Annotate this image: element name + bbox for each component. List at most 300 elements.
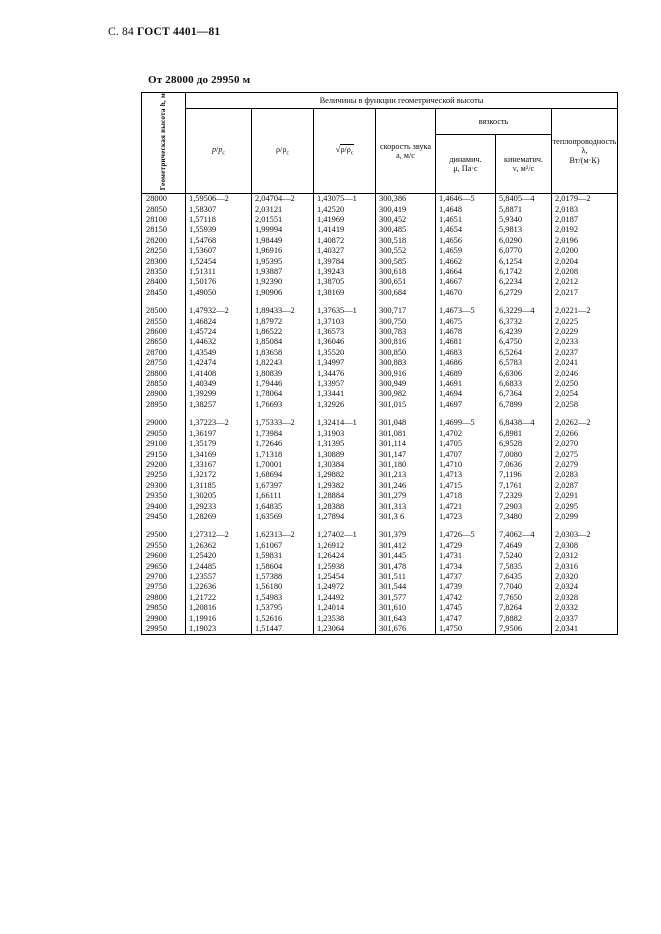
cell-value: 1,4659 (436, 246, 496, 256)
cell-value: 1,51447 (252, 624, 314, 635)
cell-value: 2,0341 (552, 624, 618, 635)
cell-value: 2,0196 (552, 236, 618, 246)
table-row (142, 205, 618, 215)
cell-value: 300,651 (376, 277, 436, 287)
cell-value: 1,33167 (186, 460, 252, 470)
cell-value: 1,58604 (252, 562, 314, 572)
cell-value: 1,42520 (314, 205, 376, 215)
cell-value: 2,0328 (552, 593, 618, 603)
cell-value: 301,478 (376, 562, 436, 572)
header-group-title: Величины в функции геометрической высоты (186, 93, 618, 109)
cell-value: 301,213 (376, 470, 436, 480)
cell-value: 1,80839 (252, 369, 314, 379)
table-row (142, 551, 618, 561)
cell-value: 1,42474 (186, 358, 252, 368)
cell-value: 1,4648 (436, 205, 496, 215)
cell-value: 1,49050 (186, 288, 252, 298)
cell-value: 1,90906 (252, 288, 314, 298)
cell-value: 1,34476 (314, 369, 376, 379)
cell-value: 1,23064 (314, 624, 376, 635)
cell-value: 1,4651 (436, 215, 496, 225)
cell-value: 2,0212 (552, 277, 618, 287)
cell-value: 300,883 (376, 358, 436, 368)
cell-value: 1,33441 (314, 389, 376, 399)
cell-value: 2,01551 (252, 215, 314, 225)
header-col-sqrt-density-ratio: $√\rho/\rho_c$ (314, 109, 376, 194)
cell-value: 1,45724 (186, 327, 252, 337)
cell-value: 1,27312—2 (186, 530, 252, 540)
cell-value: 1,4702 (436, 429, 496, 439)
cell-value: 2,0316 (552, 562, 618, 572)
table-row (142, 277, 618, 287)
cell-value: 6,2234 (496, 277, 552, 287)
cell-value: 2,0291 (552, 491, 618, 501)
table-row (142, 624, 618, 635)
cell-value: 1,38705 (314, 277, 376, 287)
cell-value: 1,37103 (314, 317, 376, 327)
cell-value: 301,279 (376, 491, 436, 501)
cell-value: 1,50176 (186, 277, 252, 287)
cell-value: 1,4726—5 (436, 530, 496, 540)
cell-value: 1,19023 (186, 624, 252, 635)
spacer-cell (314, 522, 376, 530)
cell-height: 28050 (142, 205, 186, 215)
table-row (142, 389, 618, 399)
cell-value: 1,53795 (252, 603, 314, 613)
cell-value: 1,64835 (252, 502, 314, 512)
cell-value: 2,0233 (552, 337, 618, 347)
cell-value: 1,70001 (252, 460, 314, 470)
cell-value: 2,0179—2 (552, 194, 618, 204)
cell-value: 1,40327 (314, 246, 376, 256)
cell-value: 7,5240 (496, 551, 552, 561)
cell-value: 1,4745 (436, 603, 496, 613)
cell-height: 28750 (142, 358, 186, 368)
cell-height: 29350 (142, 491, 186, 501)
row-group-separator (142, 410, 618, 418)
cell-value: 1,38257 (186, 400, 252, 410)
cell-height: 28100 (142, 215, 186, 225)
header-group-viscosity: вязкость (436, 109, 552, 135)
cell-value: 6,7899 (496, 400, 552, 410)
cell-value: 1,4686 (436, 358, 496, 368)
table-row (142, 267, 618, 277)
spacer-cell (436, 410, 496, 418)
table-row (142, 429, 618, 439)
cell-value: 301,676 (376, 624, 436, 635)
cell-value: 1,23557 (186, 572, 252, 582)
spacer-cell (186, 522, 252, 530)
cell-value: 7,0080 (496, 450, 552, 460)
cell-height: 29600 (142, 551, 186, 561)
cell-value: 1,4729 (436, 541, 496, 551)
cell-value: 6,9528 (496, 439, 552, 449)
cell-value: 1,36573 (314, 327, 376, 337)
cell-value: 1,41969 (314, 215, 376, 225)
cell-value: 1,85084 (252, 337, 314, 347)
cell-value: 2,0337 (552, 614, 618, 624)
cell-height: 28600 (142, 327, 186, 337)
cell-value: 301,379 (376, 530, 436, 540)
cell-value: 1,87972 (252, 317, 314, 327)
cell-value: 1,41408 (186, 369, 252, 379)
cell-value: 1,4721 (436, 502, 496, 512)
cell-value: 2,0303—2 (552, 530, 618, 540)
cell-value: 1,44632 (186, 337, 252, 347)
cell-value: 1,92390 (252, 277, 314, 287)
cell-height: 29800 (142, 593, 186, 603)
cell-value: 2,0250 (552, 379, 618, 389)
spacer-cell (552, 522, 618, 530)
cell-value: 1,34997 (314, 358, 376, 368)
cell-value: 1,51311 (186, 267, 252, 277)
table-row (142, 225, 618, 235)
cell-value: 6,7364 (496, 389, 552, 399)
cell-value: 1,4723 (436, 512, 496, 522)
cell-value: 2,0299 (552, 512, 618, 522)
cell-value: 1,71318 (252, 450, 314, 460)
cell-value: 300,850 (376, 348, 436, 358)
cell-value: 300,916 (376, 369, 436, 379)
cell-value: 2,0324 (552, 582, 618, 592)
cell-height: 29650 (142, 562, 186, 572)
cell-value: 2,0246 (552, 369, 618, 379)
cell-value: 7,1761 (496, 481, 552, 491)
cell-value: 1,37223—2 (186, 418, 252, 428)
cell-value: 1,4667 (436, 277, 496, 287)
table-row (142, 358, 618, 368)
spacer-cell (496, 410, 552, 418)
spacer-cell (252, 522, 314, 530)
cell-value: 1,33957 (314, 379, 376, 389)
spacer-cell (252, 298, 314, 306)
cell-value: 1,4742 (436, 593, 496, 603)
cell-value: 2,0308 (552, 541, 618, 551)
table-row (142, 327, 618, 337)
cell-value: 1,62313—2 (252, 530, 314, 540)
cell-value: 7,7040 (496, 582, 552, 592)
cell-value: 1,40349 (186, 379, 252, 389)
cell-value: 1,29882 (314, 470, 376, 480)
cell-value: 2,0192 (552, 225, 618, 235)
cell-value: 1,32172 (186, 470, 252, 480)
cell-value: 1,59831 (252, 551, 314, 561)
cell-value: 301,147 (376, 450, 436, 460)
table-row (142, 369, 618, 379)
cell-value: 2,0262—2 (552, 418, 618, 428)
cell-value: 1,4734 (436, 562, 496, 572)
cell-height: 29950 (142, 624, 186, 635)
cell-value: 2,0229 (552, 327, 618, 337)
cell-value: 1,4713 (436, 470, 496, 480)
cell-value: 6,5264 (496, 348, 552, 358)
header-col-density-ratio: $\rho/\rho_c$ (252, 109, 314, 194)
cell-value: 1,26424 (314, 551, 376, 561)
cell-height: 28700 (142, 348, 186, 358)
cell-value: 7,8264 (496, 603, 552, 613)
cell-value: 1,4646—5 (436, 194, 496, 204)
spacer-cell (436, 522, 496, 530)
cell-value: 1,89433—2 (252, 306, 314, 316)
table-row (142, 215, 618, 225)
cell-value: 301,3 6 (376, 512, 436, 522)
cell-height: 28450 (142, 288, 186, 298)
spacer-cell (142, 522, 186, 530)
cell-value: 1,63569 (252, 512, 314, 522)
header-col-kinematic-viscosity: кинематич. ν, м²/с (496, 135, 552, 194)
spacer-cell (186, 410, 252, 418)
cell-value: 1,4675 (436, 317, 496, 327)
cell-value: 1,25938 (314, 562, 376, 572)
table-row (142, 530, 618, 540)
cell-value: 300,386 (376, 194, 436, 204)
cell-value: 7,6435 (496, 572, 552, 582)
cell-value: 1,28269 (186, 512, 252, 522)
cell-value: 1,24014 (314, 603, 376, 613)
cell-value: 301,313 (376, 502, 436, 512)
cell-value: 1,37635—1 (314, 306, 376, 316)
table-row (142, 439, 618, 449)
cell-value: 1,4737 (436, 572, 496, 582)
cell-value: 2,03121 (252, 205, 314, 215)
cell-height: 29050 (142, 429, 186, 439)
cell-value: 6,0770 (496, 246, 552, 256)
cell-value: 1,56180 (252, 582, 314, 592)
cell-value: 6,1742 (496, 267, 552, 277)
spacer-cell (314, 410, 376, 418)
cell-value: 1,26912 (314, 541, 376, 551)
cell-value: 1,4670 (436, 288, 496, 298)
cell-value: 1,35520 (314, 348, 376, 358)
cell-value: 2,0266 (552, 429, 618, 439)
table-row (142, 470, 618, 480)
cell-value: 301,643 (376, 614, 436, 624)
table-range-title: От 28000 до 29950 м (148, 74, 251, 86)
cell-value: 7,4062—4 (496, 530, 552, 540)
cell-value: 1,54768 (186, 236, 252, 246)
cell-value: 2,0241 (552, 358, 618, 368)
cell-value: 1,21722 (186, 593, 252, 603)
spacer-cell (376, 522, 436, 530)
cell-height: 28000 (142, 194, 186, 204)
cell-value: 300,750 (376, 317, 436, 327)
cell-value: 7,4649 (496, 541, 552, 551)
cell-value: 7,7650 (496, 593, 552, 603)
cell-value: 1,38169 (314, 288, 376, 298)
cell-value: 1,66111 (252, 491, 314, 501)
cell-value: 1,75333—2 (252, 418, 314, 428)
cell-value: 1,59506—2 (186, 194, 252, 204)
cell-height: 29000 (142, 418, 186, 428)
cell-value: 301,246 (376, 481, 436, 491)
spacer-cell (496, 522, 552, 530)
cell-value: 1,4705 (436, 439, 496, 449)
cell-value: 1,25420 (186, 551, 252, 561)
cell-value: 1,32414—1 (314, 418, 376, 428)
cell-value: 1,52454 (186, 257, 252, 267)
cell-value: 301,544 (376, 582, 436, 592)
cell-height: 29750 (142, 582, 186, 592)
cell-height: 28800 (142, 369, 186, 379)
cell-value: 301,015 (376, 400, 436, 410)
cell-value: 301,180 (376, 460, 436, 470)
cell-height: 28150 (142, 225, 186, 235)
table-row (142, 572, 618, 582)
table-row (142, 236, 618, 246)
cell-value: 1,26362 (186, 541, 252, 551)
cell-value: 1,4681 (436, 337, 496, 347)
cell-height: 28300 (142, 257, 186, 267)
cell-value: 1,31185 (186, 481, 252, 491)
cell-value: 2,0283 (552, 470, 618, 480)
table-row (142, 460, 618, 470)
cell-value: 1,4710 (436, 460, 496, 470)
cell-value: 2,0237 (552, 348, 618, 358)
cell-value: 1,99994 (252, 225, 314, 235)
cell-value: 6,5783 (496, 358, 552, 368)
table-row (142, 306, 618, 316)
cell-height: 28950 (142, 400, 186, 410)
cell-value: 301,048 (376, 418, 436, 428)
table-row (142, 194, 618, 204)
cell-value: 1,55939 (186, 225, 252, 235)
spacer-cell (436, 298, 496, 306)
cell-value: 1,73984 (252, 429, 314, 439)
cell-value: 2,0254 (552, 389, 618, 399)
cell-value: 1,57118 (186, 215, 252, 225)
cell-value: 1,47932—2 (186, 306, 252, 316)
cell-value: 1,83658 (252, 348, 314, 358)
spacer-cell (552, 410, 618, 418)
table-body (141, 194, 618, 635)
spacer-cell (142, 298, 186, 306)
cell-value: 6,4239 (496, 327, 552, 337)
cell-value: 2,0275 (552, 450, 618, 460)
cell-height: 28850 (142, 379, 186, 389)
spacer-cell (376, 298, 436, 306)
cell-value: 6,3732 (496, 317, 552, 327)
table-row (142, 337, 618, 347)
cell-value: 1,29233 (186, 502, 252, 512)
cell-value: 7,2903 (496, 502, 552, 512)
cell-value: 300,684 (376, 288, 436, 298)
cell-value: 1,46824 (186, 317, 252, 327)
cell-value: 1,68694 (252, 470, 314, 480)
standard-number: ГОСТ 4401—81 (137, 26, 221, 38)
header-geometric-height: Геометрическая высота h, м (142, 93, 186, 194)
cell-value: 2,0332 (552, 603, 618, 613)
cell-value: 1,4662 (436, 257, 496, 267)
cell-value: 1,79446 (252, 379, 314, 389)
table-row (142, 491, 618, 501)
cell-value: 1,4747 (436, 614, 496, 624)
cell-value: 7,1196 (496, 470, 552, 480)
header-col-dynamic-viscosity: динамич. μ, Па·с (436, 135, 496, 194)
cell-value: 300,518 (376, 236, 436, 246)
cell-value: 1,36197 (186, 429, 252, 439)
table-row (142, 593, 618, 603)
cell-height: 28550 (142, 317, 186, 327)
cell-value: 1,34169 (186, 450, 252, 460)
cell-height: 29900 (142, 614, 186, 624)
header-col-thermal-conductivity: теплопроводность λ, Вт/(м·К) (552, 109, 618, 194)
cell-value: 5,8405—4 (496, 194, 552, 204)
cell-value: 1,82243 (252, 358, 314, 368)
cell-value: 7,5835 (496, 562, 552, 572)
page-header (108, 26, 220, 38)
cell-value: 6,8438—4 (496, 418, 552, 428)
cell-value: 1,22636 (186, 582, 252, 592)
cell-value: 1,4664 (436, 267, 496, 277)
spacer-cell (496, 298, 552, 306)
cell-value: 300,717 (376, 306, 436, 316)
cell-value: 1,4694 (436, 389, 496, 399)
cell-value: 1,24485 (186, 562, 252, 572)
cell-height: 28650 (142, 337, 186, 347)
cell-value: 2,0208 (552, 267, 618, 277)
cell-value: 6,2729 (496, 288, 552, 298)
table-row (142, 603, 618, 613)
cell-value: 1,30384 (314, 460, 376, 470)
cell-value: 1,35179 (186, 439, 252, 449)
table-row (142, 317, 618, 327)
cell-value: 1,20816 (186, 603, 252, 613)
cell-value: 1,95395 (252, 257, 314, 267)
cell-height: 29200 (142, 460, 186, 470)
cell-value: 7,8882 (496, 614, 552, 624)
cell-value: 300,552 (376, 246, 436, 256)
cell-value: 1,31903 (314, 429, 376, 439)
cell-value: 5,8871 (496, 205, 552, 215)
cell-value: 2,0183 (552, 205, 618, 215)
cell-value: 1,23538 (314, 614, 376, 624)
cell-value: 300,485 (376, 225, 436, 235)
cell-height: 28350 (142, 267, 186, 277)
cell-value: 301,081 (376, 429, 436, 439)
cell-height: 29100 (142, 439, 186, 449)
cell-value: 300,585 (376, 257, 436, 267)
cell-value: 1,19916 (186, 614, 252, 624)
cell-value: 1,32926 (314, 400, 376, 410)
cell-value: 1,29382 (314, 481, 376, 491)
cell-value: 1,4654 (436, 225, 496, 235)
cell-value: 1,4683 (436, 348, 496, 358)
cell-value: 1,27402—1 (314, 530, 376, 540)
cell-value: 1,76693 (252, 400, 314, 410)
cell-value: 6,6833 (496, 379, 552, 389)
cell-value: 1,30889 (314, 450, 376, 460)
spacer-cell (142, 410, 186, 418)
cell-height: 29500 (142, 530, 186, 540)
cell-value: 1,4699—5 (436, 418, 496, 428)
table-row (142, 257, 618, 267)
cell-value: 301,610 (376, 603, 436, 613)
table-row (142, 502, 618, 512)
table-row (142, 246, 618, 256)
cell-value: 1,96916 (252, 246, 314, 256)
cell-height: 29300 (142, 481, 186, 491)
cell-value: 6,8981 (496, 429, 552, 439)
cell-value: 7,9506 (496, 624, 552, 635)
cell-value: 1,58307 (186, 205, 252, 215)
cell-value: 1,67397 (252, 481, 314, 491)
table-row (142, 582, 618, 592)
cell-value: 1,24972 (314, 582, 376, 592)
cell-height: 28900 (142, 389, 186, 399)
cell-value: 1,4739 (436, 582, 496, 592)
cell-value: 1,4707 (436, 450, 496, 460)
header-col-sound-speed: скорость звука a, м/с (376, 109, 436, 194)
